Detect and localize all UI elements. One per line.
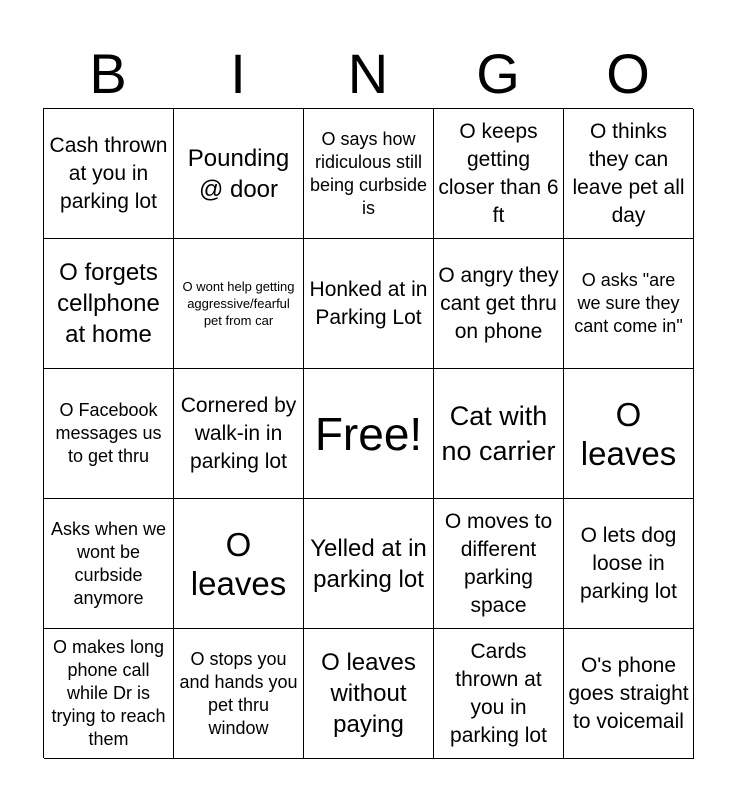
cell-text: O thinks they can leave pet all day xyxy=(572,119,685,227)
bingo-cell[interactable] xyxy=(44,109,174,239)
bingo-cell[interactable] xyxy=(434,239,564,369)
header-letter-g: G xyxy=(476,42,520,105)
bingo-cell[interactable] xyxy=(434,629,564,759)
bingo-cell[interactable] xyxy=(174,109,304,239)
cell-text: O stops you and hands you pet thru window xyxy=(179,648,298,738)
bingo-grid xyxy=(43,108,693,758)
cell-text: O leaves without paying xyxy=(321,649,416,738)
bingo-cell[interactable] xyxy=(564,239,694,369)
cell-text: Cornered by walk-in in parking lot xyxy=(180,393,297,473)
bingo-cell[interactable] xyxy=(564,369,694,499)
cell-text: O Facebook messages us to get thru xyxy=(55,400,162,466)
cell-text: Asks when we wont be curbside anymore xyxy=(50,518,167,608)
bingo-cell[interactable] xyxy=(44,499,174,629)
cell-text: O asks "are we sure they cant come in" xyxy=(574,270,683,336)
bingo-header xyxy=(43,40,693,108)
cell-text: O lets dog loose in parking lot xyxy=(580,523,677,603)
bingo-cell[interactable] xyxy=(564,109,694,239)
cell-text: Cards thrown at you in parking lot xyxy=(450,639,547,747)
bingo-cell[interactable] xyxy=(44,239,174,369)
bingo-cell[interactable] xyxy=(174,629,304,759)
free-space-text: Free! xyxy=(314,407,423,460)
bingo-cell[interactable] xyxy=(44,629,174,759)
header-letter-b: B xyxy=(89,42,127,105)
bingo-cell[interactable] xyxy=(434,499,564,629)
bingo-cell[interactable] xyxy=(434,369,564,499)
free-space[interactable] xyxy=(304,369,434,499)
bingo-cell[interactable] xyxy=(434,109,564,239)
cell-text: O's phone goes straight to voicemail xyxy=(568,653,689,733)
cell-text: O says how ridiculous still being curbside is xyxy=(309,128,428,218)
bingo-cell[interactable] xyxy=(174,499,304,629)
header-letter-n: N xyxy=(347,42,389,105)
cell-text: O wont help getting aggressive/fearful pet from car xyxy=(182,279,295,328)
bingo-cell[interactable] xyxy=(304,239,434,369)
bingo-cell[interactable] xyxy=(304,499,434,629)
bingo-cell[interactable] xyxy=(174,239,304,369)
bingo-cell[interactable] xyxy=(564,499,694,629)
bingo-cell[interactable] xyxy=(564,629,694,759)
bingo-cell[interactable] xyxy=(174,369,304,499)
bingo-cell[interactable] xyxy=(304,629,434,759)
header-letter-i: I xyxy=(230,42,246,105)
cell-text: O makes long phone call while Dr is trying to reach them xyxy=(51,637,166,749)
cell-text: Pounding @ door xyxy=(187,144,290,203)
cell-text: Cash thrown at you in parking lot xyxy=(49,133,168,213)
header-letter-o: O xyxy=(606,42,650,105)
cell-text: O angry they cant get thru on phone xyxy=(438,263,559,343)
cell-text: O leaves xyxy=(580,395,677,472)
cell-text: Cat with no carrier xyxy=(441,400,556,466)
bingo-cell[interactable] xyxy=(304,109,434,239)
cell-text: Yelled at in parking lot xyxy=(310,534,427,593)
cell-text: Honked at in Parking Lot xyxy=(309,277,428,329)
bingo-cell[interactable] xyxy=(44,369,174,499)
cell-text: O forgets cellphone at home xyxy=(57,259,160,348)
cell-text: O moves to different parking space xyxy=(444,509,553,617)
cell-text: O leaves xyxy=(190,525,287,602)
cell-text: O keeps getting closer than 6 ft xyxy=(438,119,559,227)
